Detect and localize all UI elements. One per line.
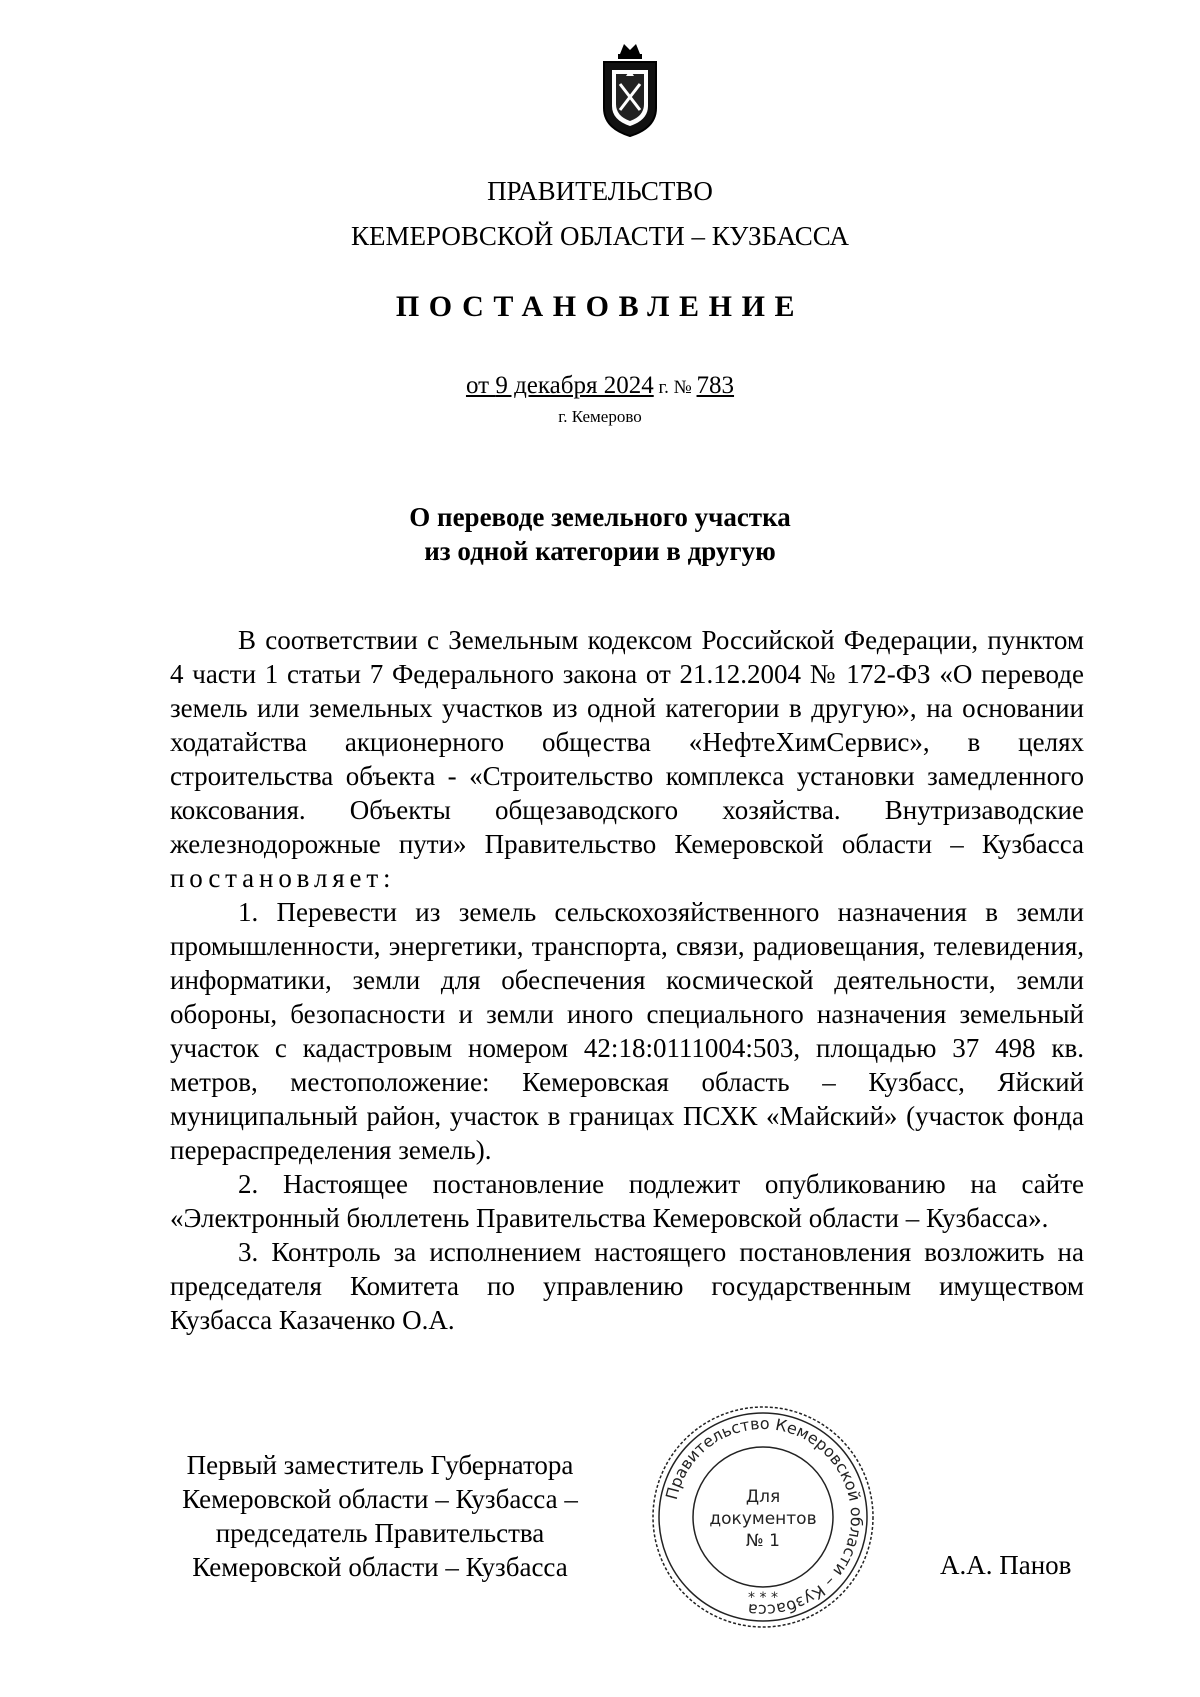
seal-center-line-2: документов [709, 1509, 817, 1529]
coat-of-arms-emblem [590, 40, 670, 140]
date-prefix: от [465, 372, 496, 399]
authority-line-2: КЕМЕРОВСКОЙ ОБЛАСТИ – КУЗБАССА [351, 221, 849, 251]
date-number-line [0, 372, 1200, 400]
year-mark: г. [653, 377, 674, 398]
resolves-word: постановляет: [170, 863, 396, 893]
item-3: 3. Контроль за исполнением настоящего постановления возложить на председателя Комитета по управлению государственным имуществом Кузбасса Казаченко О.А. [170, 1237, 1084, 1335]
seal-center-line-3: № 1 [746, 1531, 780, 1551]
document-type-title: ПОСТАНОВЛЕНИЕ [395, 290, 805, 323]
document-date: 9 декабря 2024 [495, 372, 654, 399]
seal-ring-text: Правительство Кемеровской области – Кузбасса [661, 1413, 867, 1621]
seal-center-line-1: Для [745, 1487, 781, 1507]
subject-line-1: О переводе земельного участка [409, 502, 791, 532]
subject-line-2: из одной категории в другую [424, 536, 776, 566]
seal-stars: * * * [748, 1590, 778, 1606]
number-sign: № [673, 377, 697, 398]
city: г. Кемерово [558, 407, 642, 426]
signatory-name: А.А. Панов [940, 1550, 1072, 1580]
position-line-1: Первый заместитель Губернатора [186, 1450, 574, 1480]
position-line-4: Кемеровской области – Кузбасса [192, 1552, 568, 1582]
intro-paragraph [170, 623, 1084, 895]
authority-line-1: ПРАВИТЕЛЬСТВО [487, 176, 713, 206]
signatory-position [160, 1448, 600, 1584]
item-1: 1. Перевести из земель сельскохозяйственного назначения в земли промышленности, энергетики, транспорта, связи, радиовещания, телевидения, информатики, земли для обеспечения космической деятельности, земли обороны, безопасности и земли иного специального назначения земельный участок с кадастровым номером 42:18:0111004:503, площадью 37 498 кв. метров, местоположение: Кемеровская область – Кузбасс, Яйский муниципальный район, участок в границах ПСХК «Майский» (участок фонда перераспределения земель). [170, 897, 1084, 1165]
item-2: 2. Настоящее постановление подлежит опубликованию на сайте «Электронный бюллетень Правительства Кемеровской области – Кузбасса». [170, 1169, 1084, 1233]
position-line-3: председатель Правительства [215, 1518, 545, 1548]
intro-text: В соответствии с Земельным кодексом Российской Федерации, пунктом 4 части 1 статьи 7 Федерального закона от 21.12.2004 № 172-ФЗ «О переводе земель или земельных участков из одной категории в другую», на основании ходатайства акционерного общества «НефтеХимСервис», в целях строительства объекта - «Строительство комплекса установки замедленного коксования. Объекты общезаводского хозяйства. Внутризаводские железнодорожные пути» Правительство Кемеровской области – Кузбасса [170, 625, 1084, 859]
position-line-2: Кемеровской области – Кузбасса – [182, 1484, 578, 1514]
document-number: 783 [696, 372, 735, 399]
official-seal-stamp [648, 1402, 878, 1632]
document-body [170, 623, 1084, 1337]
document-subject [0, 500, 1200, 568]
